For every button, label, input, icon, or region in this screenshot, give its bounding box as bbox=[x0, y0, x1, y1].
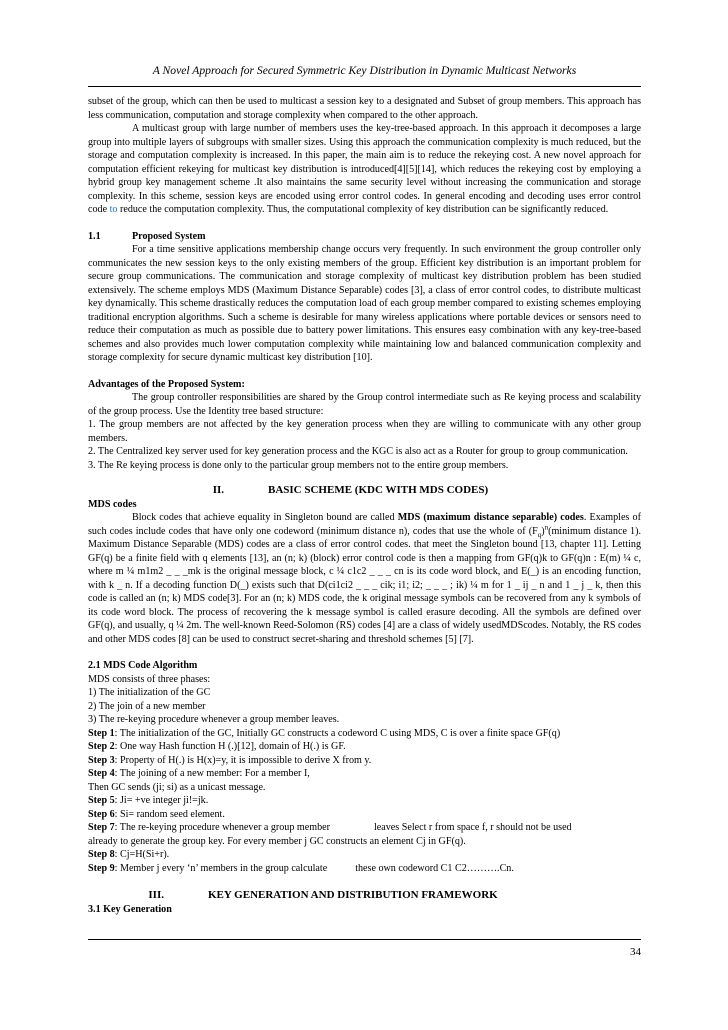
section-3-heading: III. KEY GENERATION AND DISTRIBUTION FRAMEWORK bbox=[148, 889, 498, 901]
step-7-continued: already to generate the group key. For every member j GC constructs an element Cj in GF(q). bbox=[88, 835, 466, 847]
step-7: Step 7: The re-keying procedure whenever a group member leaves Select r from space f, r should not be used bbox=[88, 822, 572, 833]
step-3: Step 3: Property of H(.) is H(x)=y, it is impossible to derive X from y. bbox=[88, 754, 372, 766]
step-6: Step 6: Si= random seed element. bbox=[88, 808, 225, 820]
mds-codes-subhead: MDS codes bbox=[88, 498, 137, 510]
step-2: Step 2: One way Hash function H (.)[12], domain of H(.) is GF. bbox=[88, 741, 346, 752]
footer-rule bbox=[88, 939, 641, 940]
highlighted-word: to bbox=[109, 204, 118, 215]
page-number: 34 bbox=[630, 946, 641, 958]
intro-paragraph-2: A multicast group with large number of members uses the key-tree-based approach. In this approach it decomposes a large group into multiple layers of subgroups with smaller sizes. Using this approach the communication complexity is much reduced, but the storage and computation complexity is increased. In this paper, the main aim is to reduce the rekeying cost. A new novel approach for computation efficient rekeying for multicast key distribution is introduced[4][5][14], which reduces the rekeying cost by employing a hybrid group key management scheme .It also maintains the same security level without increasing the communication and storage complexity. In this scheme, session keys are encoded using error control codes. In general encoding and decoding uses error control code to reduce the computation complexity. Thus, the computational complexity of key distribution can be significantly reduced. bbox=[88, 123, 641, 215]
advantage-item-3: 3. The Re keying process is done only to the particular group members not to the entire group members. bbox=[88, 459, 509, 471]
header-rule bbox=[88, 86, 641, 87]
section-1-1-heading: 1.1 Proposed System bbox=[88, 230, 206, 242]
section-2-1-heading: 2.1 MDS Code Algorithm bbox=[88, 660, 198, 671]
advantages-intro: The group controller responsibilities are shared by the Group control intermediate such as Re keying process and scalability of the group process. Use the Identity tree based structure: bbox=[88, 392, 641, 417]
step-8: Step 8: Cj=H(Si+r). bbox=[88, 849, 170, 860]
phase-item: 1) The initialization of the GC bbox=[88, 687, 211, 698]
advantage-item-2: 2. The Centralized key server used for key generation process and the KGC is also act as a Router for group to group communication. bbox=[88, 446, 628, 457]
intro-paragraph-1: subset of the group, which can then be used to multicast a session key to a designated and Subset of group members. This approach has less communication, computation and storage complexity when compared to the other approach. bbox=[88, 96, 641, 121]
phases-intro: MDS consists of three phases: bbox=[88, 673, 211, 685]
step-9: Step 9: Member j every ‘n’ members in the group calculate these own codeword C1 C2……….Cn. bbox=[88, 862, 514, 874]
running-header: A Novel Approach for Secured Symmetric Key Distribution in Dynamic Multicast Networks bbox=[152, 64, 577, 77]
section-3-1-subhead: 3.1 Key Generation bbox=[88, 903, 172, 915]
section-1-1-text: For a time sensitive applications membership change occurs very frequently. In such environment the group controller only communicates the new session keys to the only existing members of the group. Efficient key distribution is an important problem for secure group communications. The communication and storage complexity of multicast key distribution problem has been studied extensively. The scheme employs MDS (Maximum Distance Separable) codes [3], a class of error control codes, to distribute multicast key dynamically. This scheme drastically reduces the computation load of each group member compared to existing schemes employing traditional encryption algorithms. Such a scheme is desirable for many wireless applications where portable devices or sensors need to reduce their computation as much as possible due to battery power limitations. This ensures easy combination with any key-tree-based schemes and also provides much lower computation complexity while maintaining low and balanced communication complexity and storage complexity for secure dynamic multicast key distribution [10]. bbox=[88, 244, 641, 363]
advantage-item-1: 1. The group members are not affected by the key generation process when they are willing to communicate with any other group members. bbox=[88, 419, 641, 444]
phase-item: 3) The re-keying procedure whenever a group member leaves. bbox=[88, 714, 340, 725]
page-body bbox=[88, 95, 641, 916]
step-5: Step 5: Ji= +ve integer ji!=jk. bbox=[88, 795, 209, 806]
section-2-heading: II. BASIC SCHEME (KDC WITH MDS CODES) bbox=[212, 484, 489, 496]
phase-item: 2) The join of a new member bbox=[88, 700, 206, 712]
fq-expression: $(F_q)^n$ bbox=[528, 523, 549, 539]
step-1: Step 1: The initialization of the GC, Initially GC constructs a codeword C using MDS, C is over a finite space GF(q) bbox=[88, 727, 561, 739]
step-4: Step 4: The joining of a new member: For a member I, bbox=[88, 768, 310, 779]
advantages-heading: Advantages of the Proposed System: bbox=[88, 378, 245, 390]
step-4-continued: Then GC sends (ji; si) as a unicast message. bbox=[88, 781, 266, 793]
mds-codes-text: Block codes that achieve equality in Singleton bound are called MDS (maximum distance separable) codes. Examples of such codes include codes that have only one codeword (minimum distance n), codes that use the whole of $(F_q)^n(minimum$ distance 1). Maximum Distance Separable (MDS) codes are a class of error control codes. that meet the Singleton bound [13, chapter 11]. Letting GF(q) be a finite field with q elements [13], an (n; k) (block) error control code is then a mapping from GF(q)k to GF(q)n : E(m) ¼ c, where m ¼ m1m2 _ _ _mk is the original message block, c ¼ c1c2 _ _ _ cn is its code word block, and E(_) is an encoding function, with k _ n. If a decoding function D(_) exists such that D(ci1ci2 _ _ _ cik; i1; i2; _ _ _ ; ik) ¼ m for 1 _ ij _ n and 1 _ j _ k, then this code is called an (n; k) MDS code[3]. For an (n; k) MDS code, the k original message symbols can be recovered from any k symbols of its code word block. The process of recovering the k message symbol is called erasure decoding. All the symbols are defined over GF(q), and usually, q ¼ 2m. The well-known Reed-Solomon (RS) codes [4] are a class of widely usedMDScodes. Notably, the RS codes and other MDS codes [8] can be used to construct secret-sharing and threshold schemes [5] [7]. bbox=[88, 512, 641, 645]
